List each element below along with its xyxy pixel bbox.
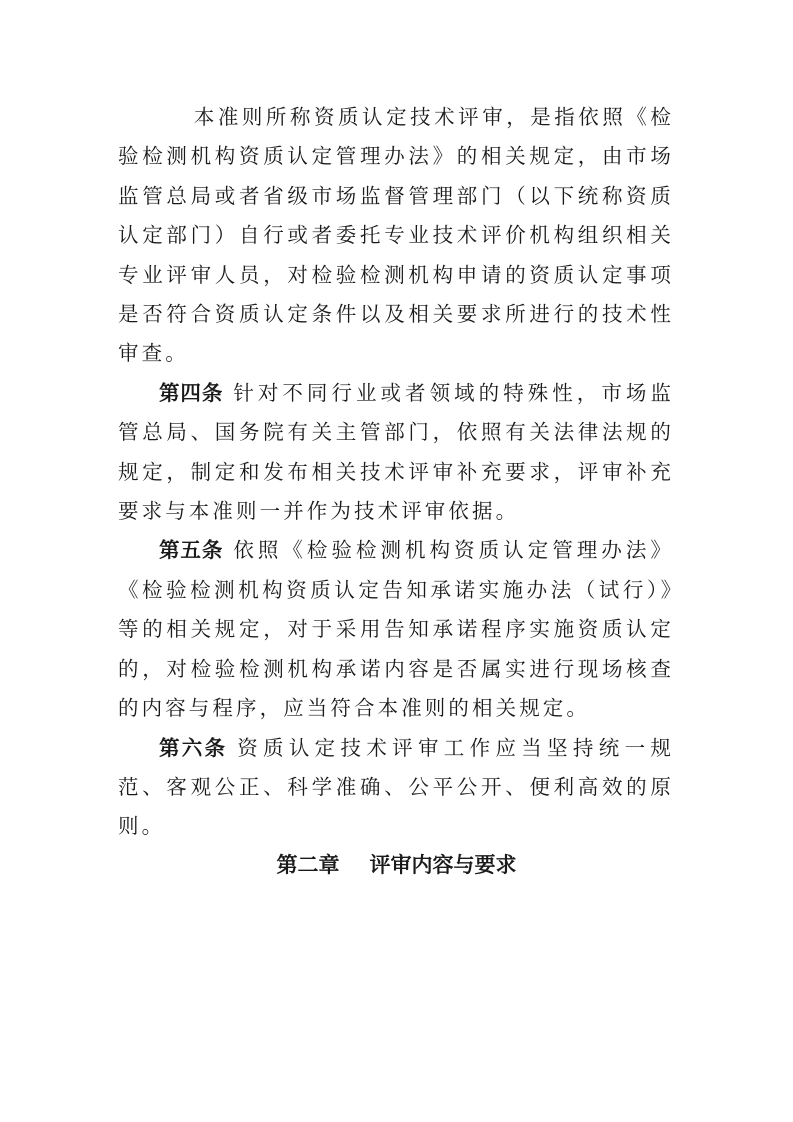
article-4-number: 第四条 [159, 380, 224, 405]
article-6 [118, 729, 674, 847]
article-6-text: 资质认定技术评审工作应当坚持统一规范、客观公正、科学准确、公平公开、便利高效的原则。 [118, 735, 675, 839]
article-5-number: 第五条 [159, 538, 224, 563]
article-6-number: 第六条 [159, 735, 228, 760]
chapter-heading [0, 850, 793, 880]
article-5-text: 依照《检验检测机构资质认定管理办法》《检验检测机构资质认定告知承诺实施办法（试行）》等的相关规定，对于采用告知承诺程序实施资质认定的，对检验检测机构承诺内容是否属实进行现场核查的内容与程序，应当符合本准则的相关规定。 [118, 538, 674, 721]
body-text [118, 98, 674, 847]
intro-paragraph-text: 本准则所称资质认定技术评审，是指依照《检验检测机构资质认定管理办法》的相关规定，由市场监管总局或者省级市场监督管理部门（以下统称资质认定部门）自行或者委托专业技术评价机构组织相关专业评审人员，对检验检测机构申请的资质认定事项是否符合资质认定条件以及相关要求所进行的技术性审查。 [118, 105, 674, 366]
intro-paragraph [118, 98, 674, 374]
article-5 [118, 531, 674, 728]
article-4 [118, 374, 674, 532]
article-4-text: 针对不同行业或者领域的特殊性，市场监管总局、国务院有关主管部门，依照有关法律法规的规定，制定和发布相关技术评审补充要求，评审补充要求与本准则一并作为技术评审依据。 [118, 380, 674, 524]
chapter-title: 评审内容与要求 [369, 853, 517, 877]
chapter-number: 第二章 [276, 853, 340, 877]
